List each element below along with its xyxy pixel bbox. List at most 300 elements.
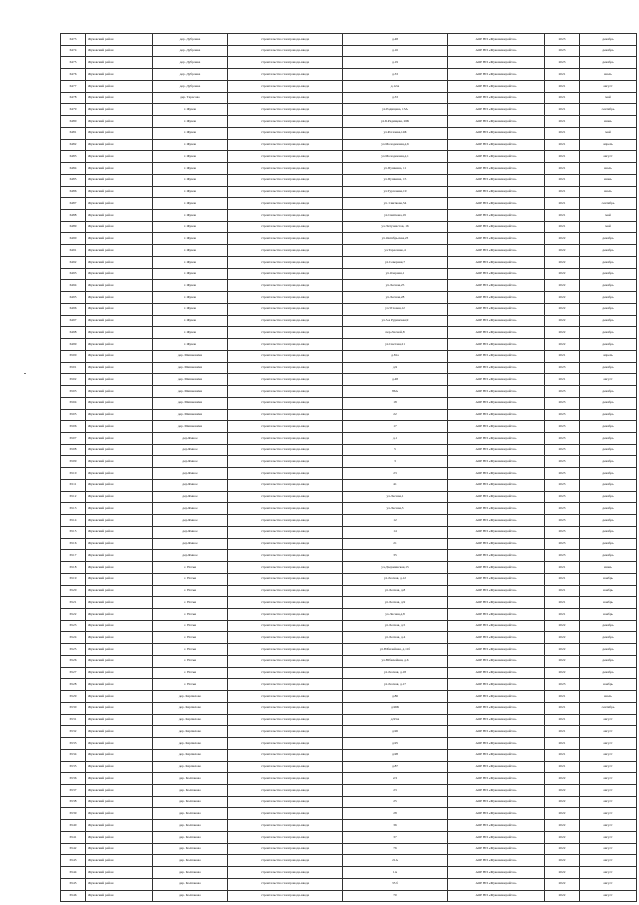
settlement-cell: дер. Дубровка bbox=[153, 57, 228, 69]
address-cell: ул.Октябрьская,23 bbox=[343, 233, 448, 245]
district-cell: Жуковский район bbox=[86, 691, 153, 703]
work-type-cell: строительство газопровода-ввода bbox=[228, 878, 343, 890]
month-cell: декабрь bbox=[580, 655, 637, 667]
settlement-cell: г. Жуков bbox=[153, 280, 228, 292]
district-cell: Жуковский район bbox=[86, 726, 153, 738]
month-cell: сентябрь bbox=[580, 702, 637, 714]
row-number: 6511 bbox=[61, 479, 86, 491]
table-row bbox=[61, 432, 637, 444]
row-number: 6504 bbox=[61, 397, 86, 409]
table-row bbox=[61, 127, 637, 139]
contractor-cell: АОР НП «Жуковмежрайгаз» bbox=[448, 315, 545, 327]
work-type-cell: строительство газопровода-ввода bbox=[228, 831, 343, 843]
work-type-cell: строительство газопровода-ввода bbox=[228, 632, 343, 644]
row-number: 6493 bbox=[61, 268, 86, 280]
year-cell: 2023 bbox=[545, 550, 580, 562]
table-row bbox=[61, 256, 637, 268]
contractor-cell: АОР НП «Жуковмежрайгаз» bbox=[448, 386, 545, 398]
address-cell: д.81а bbox=[343, 350, 448, 362]
row-number: 6518 bbox=[61, 562, 86, 574]
month-cell: декабрь bbox=[580, 468, 637, 480]
contractor-cell: АОР НП «Жуковмежрайгаз» bbox=[448, 233, 545, 245]
settlement-cell: г. Жуков bbox=[153, 186, 228, 198]
settlement-cell: дер. Мишковичи bbox=[153, 397, 228, 409]
row-number: 6508 bbox=[61, 444, 86, 456]
year-cell: 2023 bbox=[545, 526, 580, 538]
district-cell: Жуковский район bbox=[86, 655, 153, 667]
district-cell: Жуковский район bbox=[86, 667, 153, 679]
settlement-cell: г. Жуков bbox=[153, 339, 228, 351]
work-type-cell: строительство газопровода-ввода bbox=[228, 538, 343, 550]
district-cell: Жуковский район bbox=[86, 198, 153, 210]
table-row bbox=[61, 550, 637, 562]
district-cell: Жуковский район bbox=[86, 69, 153, 81]
contractor-cell: АОР НП «Жуковмежрайгаз» bbox=[448, 503, 545, 515]
work-type-cell: строительство газопровода-ввода bbox=[228, 397, 343, 409]
year-cell: 2021 bbox=[545, 139, 580, 151]
contractor-cell: АОР НП «Жуковмежрайгаз» bbox=[448, 726, 545, 738]
settlement-cell: г. Жуков bbox=[153, 292, 228, 304]
settlement-cell: с. Нотьи bbox=[153, 562, 228, 574]
year-cell: 2022 bbox=[545, 808, 580, 820]
district-cell: Жуковский район bbox=[86, 855, 153, 867]
table-row bbox=[61, 339, 637, 351]
row-number: 6515 bbox=[61, 526, 86, 538]
address-cell: ул.Пушкина, 15 bbox=[343, 174, 448, 186]
work-type-cell: строительство газопровода-ввода bbox=[228, 386, 343, 398]
month-cell: август bbox=[580, 808, 637, 820]
year-cell: 2023 bbox=[545, 444, 580, 456]
work-type-cell: строительство газопровода-ввода bbox=[228, 491, 343, 503]
table-row bbox=[61, 831, 637, 843]
address-cell: ул.Тургенева,19 bbox=[343, 186, 448, 198]
district-cell: Жуковский район bbox=[86, 409, 153, 421]
month-cell: август bbox=[580, 855, 637, 867]
contractor-cell: АОР НП «Жуковмежрайгаз» bbox=[448, 796, 545, 808]
address-cell: 21 bbox=[343, 538, 448, 550]
settlement-cell: дер. Мишковичи bbox=[153, 362, 228, 374]
work-type-cell: строительство газопровода-ввода bbox=[228, 116, 343, 128]
row-number: 6502 bbox=[61, 374, 86, 386]
work-type-cell: строительство газопровода-ввода bbox=[228, 432, 343, 444]
settlement-cell: г. Жуков bbox=[153, 163, 228, 175]
contractor-cell: АОР НП «Жуковмежрайгаз» bbox=[448, 80, 545, 92]
address-cell: д.33 bbox=[343, 92, 448, 104]
table-row bbox=[61, 303, 637, 315]
district-cell: Жуковский район bbox=[86, 80, 153, 92]
work-type-cell: строительство газопровода-ввода bbox=[228, 362, 343, 374]
row-number: 6526 bbox=[61, 655, 86, 667]
work-type-cell: строительство газопровода-ввода bbox=[228, 104, 343, 116]
year-cell: 2021 bbox=[545, 221, 580, 233]
table-row bbox=[61, 714, 637, 726]
address-cell: 3 bbox=[343, 456, 448, 468]
year-cell: 2021 bbox=[545, 210, 580, 222]
month-cell: декабрь bbox=[580, 386, 637, 398]
work-type-cell: строительство газопровода-ввода bbox=[228, 127, 343, 139]
address-cell: ул.Пушкина, 11 bbox=[343, 163, 448, 175]
year-cell: 2021 bbox=[545, 691, 580, 703]
address-cell: д.86 bbox=[343, 691, 448, 703]
year-cell: 2021 bbox=[545, 174, 580, 186]
table-row bbox=[61, 773, 637, 785]
table-row bbox=[61, 151, 637, 163]
work-type-cell: строительство газопровода-ввода bbox=[228, 292, 343, 304]
row-number: 6495 bbox=[61, 292, 86, 304]
work-type-cell: строительство газопровода-ввода bbox=[228, 444, 343, 456]
table-row bbox=[61, 139, 637, 151]
work-type-cell: строительство газопровода-ввода bbox=[228, 233, 343, 245]
month-cell: декабрь bbox=[580, 444, 637, 456]
year-cell: 2022 bbox=[545, 867, 580, 879]
month-cell: июль bbox=[580, 186, 637, 198]
address-cell: 14 bbox=[343, 526, 448, 538]
settlement-cell: г. Жуков bbox=[153, 139, 228, 151]
contractor-cell: АОР НП «Жуковмежрайгаз» bbox=[448, 350, 545, 362]
table-row bbox=[61, 233, 637, 245]
row-number: 6532 bbox=[61, 726, 86, 738]
district-cell: Жуковский район bbox=[86, 139, 153, 151]
table-row bbox=[61, 632, 637, 644]
work-type-cell: строительство газопровода-ввода bbox=[228, 186, 343, 198]
address-cell: 12 bbox=[343, 515, 448, 527]
settlement-cell: с. Нотьи bbox=[153, 679, 228, 691]
row-number: 6480 bbox=[61, 116, 86, 128]
settlement-cell: дер. Карпилово bbox=[153, 726, 228, 738]
address-cell: ул.Радищева, 13А bbox=[343, 104, 448, 116]
month-cell: декабрь bbox=[580, 233, 637, 245]
row-number: 6497 bbox=[61, 315, 86, 327]
contractor-cell: АОР НП «Жуковмежрайгаз» bbox=[448, 831, 545, 843]
district-cell: Жуковский район bbox=[86, 785, 153, 797]
settlement-cell: дер. Карпилово bbox=[153, 702, 228, 714]
work-type-cell: строительство газопровода-ввода bbox=[228, 890, 343, 902]
district-cell: Жуковский район bbox=[86, 831, 153, 843]
year-cell: 2023 bbox=[545, 362, 580, 374]
contractor-cell: АОР НП «Жуковмежрайгаз» bbox=[448, 526, 545, 538]
district-cell: Жуковский район bbox=[86, 526, 153, 538]
contractor-cell: АОР НП «Жуковмежрайгаз» bbox=[448, 280, 545, 292]
district-cell: Жуковский район bbox=[86, 34, 153, 46]
row-number: 6521 bbox=[61, 597, 86, 609]
address-cell: ул.Лесная, д.4 bbox=[343, 632, 448, 644]
row-number: 6541 bbox=[61, 831, 86, 843]
address-cell: ул.Северная,7 bbox=[343, 256, 448, 268]
row-number: 6528 bbox=[61, 679, 86, 691]
row-number: 6545 bbox=[61, 878, 86, 890]
district-cell: Жуковский район bbox=[86, 397, 153, 409]
district-cell: Жуковский район bbox=[86, 339, 153, 351]
year-cell: 2021 bbox=[545, 198, 580, 210]
contractor-cell: АОР НП «Жуковмежрайгаз» bbox=[448, 268, 545, 280]
year-cell: 2023 bbox=[545, 34, 580, 46]
month-cell: декабрь bbox=[580, 515, 637, 527]
address-cell: 17 bbox=[343, 421, 448, 433]
work-type-cell: строительство газопровода-ввода bbox=[228, 585, 343, 597]
contractor-cell: АОР НП «Жуковмежрайгаз» bbox=[448, 538, 545, 550]
work-type-cell: строительство газопровода-ввода bbox=[228, 562, 343, 574]
address-cell: ул.3-я Рудинская,9 bbox=[343, 315, 448, 327]
month-cell: декабрь bbox=[580, 280, 637, 292]
district-cell: Жуковский район bbox=[86, 350, 153, 362]
month-cell: май bbox=[580, 221, 637, 233]
contractor-cell: АОР НП «Жуковмежрайгаз» bbox=[448, 456, 545, 468]
district-cell: Жуковский район bbox=[86, 820, 153, 832]
settlement-cell: г. Жуков bbox=[153, 151, 228, 163]
row-number: 6531 bbox=[61, 714, 86, 726]
table-row bbox=[61, 667, 637, 679]
month-cell: август bbox=[580, 773, 637, 785]
work-type-cell: строительство газопровода-ввода bbox=[228, 327, 343, 339]
address-cell: 28 bbox=[343, 808, 448, 820]
contractor-cell: АОР НП «Жуковмежрайгаз» bbox=[448, 585, 545, 597]
contractor-cell: АОР НП «Жуковмежрайгаз» bbox=[448, 245, 545, 257]
row-number: 6523 bbox=[61, 620, 86, 632]
table-row bbox=[61, 245, 637, 257]
work-type-cell: строительство газопровода-ввода bbox=[228, 139, 343, 151]
table-row bbox=[61, 479, 637, 491]
month-cell: декабрь bbox=[580, 479, 637, 491]
address-cell: ул.Лесная, д.18 bbox=[343, 667, 448, 679]
settlement-cell: дер. Колпаково bbox=[153, 867, 228, 879]
row-number: 6520 bbox=[61, 585, 86, 597]
work-type-cell: строительство газопровода-ввода bbox=[228, 374, 343, 386]
address-cell: ул.Лесная,28 bbox=[343, 292, 448, 304]
year-cell: 2022 bbox=[545, 843, 580, 855]
year-cell: 2022 bbox=[545, 315, 580, 327]
month-cell: декабрь bbox=[580, 256, 637, 268]
row-number: 6514 bbox=[61, 515, 86, 527]
year-cell: 2021 bbox=[545, 749, 580, 761]
table-row bbox=[61, 515, 637, 527]
month-cell: декабрь bbox=[580, 45, 637, 57]
table-body bbox=[61, 34, 637, 902]
address-cell: д.96Б bbox=[343, 702, 448, 714]
table-row bbox=[61, 585, 637, 597]
contractor-cell: АОР НП «Жуковмежрайгаз» bbox=[448, 843, 545, 855]
address-cell: 1А bbox=[343, 867, 448, 879]
settlement-cell: дер. Дубровка bbox=[153, 45, 228, 57]
district-cell: Жуковский район bbox=[86, 573, 153, 585]
district-cell: Жуковский район bbox=[86, 221, 153, 233]
year-cell: 2021 bbox=[545, 738, 580, 750]
month-cell: декабрь bbox=[580, 409, 637, 421]
address-cell: ул.Молодежная,д.1 bbox=[343, 151, 448, 163]
row-number: 6525 bbox=[61, 644, 86, 656]
month-cell: сентябрь bbox=[580, 198, 637, 210]
year-cell: 2021 bbox=[545, 726, 580, 738]
year-cell: 2021 bbox=[545, 104, 580, 116]
month-cell: август bbox=[580, 843, 637, 855]
district-cell: Жуковский район bbox=[86, 362, 153, 374]
settlement-cell: г. Жуков bbox=[153, 104, 228, 116]
district-cell: Жуковский район bbox=[86, 479, 153, 491]
row-number: 6481 bbox=[61, 127, 86, 139]
district-cell: Жуковский район bbox=[86, 702, 153, 714]
district-cell: Жуковский район bbox=[86, 562, 153, 574]
settlement-cell: с. Нотьи bbox=[153, 573, 228, 585]
settlement-cell: дер.Ямное bbox=[153, 515, 228, 527]
year-cell: 2022 bbox=[545, 796, 580, 808]
contractor-cell: АОР НП «Жуковмежрайгаз» bbox=[448, 221, 545, 233]
address-cell: 76 bbox=[343, 843, 448, 855]
contractor-cell: АОР НП «Жуковмежрайгаз» bbox=[448, 855, 545, 867]
contractor-cell: АОР НП «Жуковмежрайгаз» bbox=[448, 421, 545, 433]
contractor-cell: АОР НП «Жуковмежрайгаз» bbox=[448, 878, 545, 890]
month-cell: декабрь bbox=[580, 339, 637, 351]
table-row bbox=[61, 104, 637, 116]
district-cell: Жуковский район bbox=[86, 57, 153, 69]
contractor-cell: АОР НП «Жуковмежрайгаз» bbox=[448, 691, 545, 703]
contractor-cell: АОР НП «Жуковмежрайгаз» bbox=[448, 174, 545, 186]
address-cell: ул.Дзержинская,15 bbox=[343, 562, 448, 574]
district-cell: Жуковский район bbox=[86, 808, 153, 820]
work-type-cell: строительство газопровода-ввода bbox=[228, 34, 343, 46]
year-cell: 2021 bbox=[545, 92, 580, 104]
year-cell: 2023 bbox=[545, 386, 580, 398]
year-cell: 2021 bbox=[545, 374, 580, 386]
table-row bbox=[61, 210, 637, 222]
district-cell: Жуковский район bbox=[86, 679, 153, 691]
row-number: 6533 bbox=[61, 738, 86, 750]
year-cell: 2021 bbox=[545, 350, 580, 362]
year-cell: 2022 bbox=[545, 339, 580, 351]
work-type-cell: строительство газопровода-ввода bbox=[228, 761, 343, 773]
settlement-cell: дер. Карпилово bbox=[153, 749, 228, 761]
month-cell: август bbox=[580, 726, 637, 738]
settlement-cell: г. Жуков bbox=[153, 210, 228, 222]
settlement-cell: г. Жуков bbox=[153, 127, 228, 139]
work-type-cell: строительство газопровода-ввода bbox=[228, 620, 343, 632]
row-number: 6496 bbox=[61, 303, 86, 315]
contractor-cell: АОР НП «Жуковмежрайгаз» bbox=[448, 444, 545, 456]
contractor-cell: АОР НП «Жуковмежрайгаз» bbox=[448, 69, 545, 81]
work-type-cell: строительство газопровода-ввода bbox=[228, 550, 343, 562]
contractor-cell: АОР НП «Жуковмежрайгаз» bbox=[448, 867, 545, 879]
address-cell: 86А bbox=[343, 386, 448, 398]
year-cell: 2023 bbox=[545, 515, 580, 527]
table-row bbox=[61, 503, 637, 515]
month-cell: август bbox=[580, 749, 637, 761]
month-cell: декабрь bbox=[580, 268, 637, 280]
table-row bbox=[61, 386, 637, 398]
district-cell: Жуковский район bbox=[86, 749, 153, 761]
month-cell: декабрь bbox=[580, 421, 637, 433]
table-row bbox=[61, 397, 637, 409]
contractor-cell: АОР НП «Жуковмежрайгаз» bbox=[448, 45, 545, 57]
contractor-cell: АОР НП «Жуковмежрайгаз» bbox=[448, 292, 545, 304]
district-cell: Жуковский район bbox=[86, 104, 153, 116]
work-type-cell: строительство газопровода-ввода bbox=[228, 280, 343, 292]
settlement-cell: дер.Ямное bbox=[153, 456, 228, 468]
district-cell: Жуковский район bbox=[86, 421, 153, 433]
row-number: 6499 bbox=[61, 339, 86, 351]
table-row bbox=[61, 855, 637, 867]
year-cell: 2022 bbox=[545, 303, 580, 315]
table-row bbox=[61, 80, 637, 92]
work-type-cell: строительство газопровода-ввода bbox=[228, 820, 343, 832]
table-row bbox=[61, 749, 637, 761]
year-cell: 2023 bbox=[545, 679, 580, 691]
table-row bbox=[61, 468, 637, 480]
district-cell: Жуковский район bbox=[86, 292, 153, 304]
work-type-cell: строительство газопровода-ввода bbox=[228, 738, 343, 750]
month-cell: декабрь bbox=[580, 550, 637, 562]
settlement-cell: г. Жуков bbox=[153, 198, 228, 210]
work-type-cell: строительство газопровода-ввода bbox=[228, 210, 343, 222]
address-cell: д.93А bbox=[343, 714, 448, 726]
work-type-cell: строительство газопровода-ввода bbox=[228, 456, 343, 468]
row-number: 6478 bbox=[61, 92, 86, 104]
contractor-cell: АОР НП «Жуковмежрайгаз» bbox=[448, 339, 545, 351]
table-row bbox=[61, 186, 637, 198]
settlement-cell: дер. Карпилово bbox=[153, 738, 228, 750]
address-cell: д.96 bbox=[343, 726, 448, 738]
address-cell: ул.Лесная, д.17 bbox=[343, 679, 448, 691]
year-cell: 2021 bbox=[545, 608, 580, 620]
address-cell: 35 bbox=[343, 550, 448, 562]
work-type-cell: строительство газопровода-ввода bbox=[228, 785, 343, 797]
district-cell: Жуковский район bbox=[86, 245, 153, 257]
year-cell: 2022 bbox=[545, 292, 580, 304]
work-type-cell: строительство газопровода-ввода bbox=[228, 608, 343, 620]
settlement-cell: дер. Колпаково bbox=[153, 855, 228, 867]
address-cell: пер.Лесной,8 bbox=[343, 327, 448, 339]
address-cell: ул.Лесная, д.12 bbox=[343, 573, 448, 585]
address-cell: 70 bbox=[343, 890, 448, 902]
table-row bbox=[61, 163, 637, 175]
settlement-cell: с. Нотьи bbox=[153, 655, 228, 667]
row-number: 6537 bbox=[61, 785, 86, 797]
month-cell: июнь bbox=[580, 562, 637, 574]
month-cell: июнь bbox=[580, 116, 637, 128]
year-cell: 2022 bbox=[545, 280, 580, 292]
district-cell: Жуковский район bbox=[86, 116, 153, 128]
district-cell: Жуковский район bbox=[86, 268, 153, 280]
month-cell: декабрь bbox=[580, 503, 637, 515]
district-cell: Жуковский район bbox=[86, 432, 153, 444]
address-cell: ул.Рогачева,14Б bbox=[343, 127, 448, 139]
address-cell: ул. Свиткова,54 bbox=[343, 198, 448, 210]
month-cell: декабрь bbox=[580, 327, 637, 339]
work-type-cell: строительство газопровода-ввода bbox=[228, 256, 343, 268]
settlement-cell: дер.Ямное bbox=[153, 432, 228, 444]
contractor-cell: АОР НП «Жуковмежрайгаз» bbox=[448, 785, 545, 797]
table-row bbox=[61, 116, 637, 128]
table-row bbox=[61, 820, 637, 832]
settlement-cell: дер.Ямное bbox=[153, 503, 228, 515]
district-cell: Жуковский район bbox=[86, 503, 153, 515]
table-row bbox=[61, 808, 637, 820]
month-cell: май bbox=[580, 127, 637, 139]
row-number: 6492 bbox=[61, 256, 86, 268]
table-row bbox=[61, 562, 637, 574]
month-cell: апрель bbox=[580, 350, 637, 362]
settlement-cell: дер.Ямное bbox=[153, 479, 228, 491]
contractor-cell: АОР НП «Жуковмежрайгаз» bbox=[448, 608, 545, 620]
contractor-cell: АОР НП «Жуковмежрайгаз» bbox=[448, 57, 545, 69]
settlement-cell: дер. Мишковичи bbox=[153, 374, 228, 386]
work-type-cell: строительство газопровода-ввода bbox=[228, 479, 343, 491]
month-cell: декабрь bbox=[580, 632, 637, 644]
year-cell: 2021 bbox=[545, 761, 580, 773]
settlement-cell: дер.Ямное bbox=[153, 468, 228, 480]
contractor-cell: АОР НП «Жуковмежрайгаз» bbox=[448, 808, 545, 820]
district-cell: Жуковский район bbox=[86, 890, 153, 902]
district-cell: Жуковский район bbox=[86, 186, 153, 198]
year-cell: 2022 bbox=[545, 632, 580, 644]
contractor-cell: АОР НП «Жуковмежрайгаз» bbox=[448, 573, 545, 585]
